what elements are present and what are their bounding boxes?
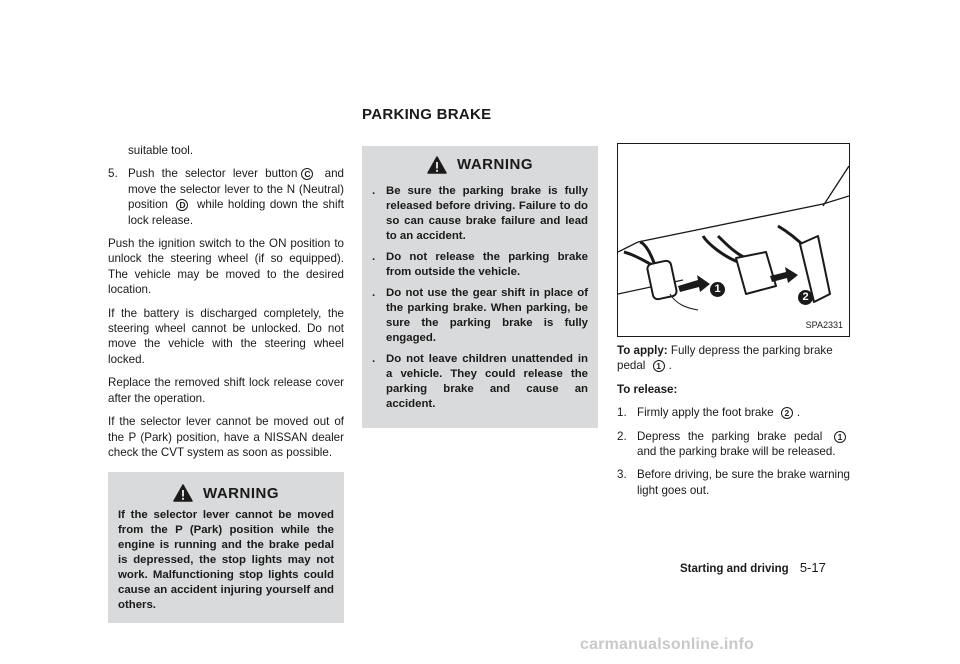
marker-d-icon: D — [176, 199, 188, 211]
paragraph: Replace the removed shift lock release cover after the operation. — [108, 376, 344, 405]
column-right — [617, 143, 850, 506]
step-text-part: . — [796, 406, 801, 420]
warning-item — [372, 184, 588, 244]
apply-text: Fully depress the parking brake pedal — [617, 344, 833, 373]
marker-c-icon: C — [301, 168, 313, 180]
step-text — [637, 405, 850, 420]
step-text-part: and the parking brake will be released. — [637, 445, 836, 459]
callout-2-icon: 2 — [798, 290, 813, 305]
step-text-part: and move the selector lever to the N (Neutral) position — [128, 167, 344, 212]
marker-1-icon: 1 — [653, 360, 665, 372]
warning-item-text: Do not use the gear shift in place of the parking brake. When parking, be sure the parking brake is fully engaged. — [386, 287, 588, 344]
warning-list — [372, 184, 588, 412]
warning-item — [372, 286, 588, 346]
warning-item-text: Do not release the parking brake from outside the vehicle. — [386, 251, 588, 278]
warning-triangle-icon — [427, 156, 447, 174]
warning-box — [362, 146, 598, 428]
step-text — [128, 166, 344, 228]
release-step-3 — [617, 467, 850, 498]
step-text-part: Depress the parking brake pedal — [637, 429, 823, 443]
figure-code: SPA2331 — [805, 319, 843, 330]
apply-label: To apply: — [617, 344, 668, 357]
bullet: . — [372, 251, 376, 263]
release-step-2 — [617, 429, 850, 460]
apply-end: . — [668, 359, 672, 373]
release-label: To release: — [617, 382, 678, 396]
column-middle — [362, 146, 598, 428]
callout-1-icon: 1 — [710, 282, 725, 297]
page-footer — [680, 560, 826, 575]
step-text — [637, 429, 850, 460]
step-5 — [108, 166, 344, 228]
step-text: Before driving, be sure the brake warning light goes out. — [637, 468, 850, 497]
parking-brake-figure — [617, 143, 850, 337]
bullet: . — [372, 353, 376, 365]
warning-label: WARNING — [203, 484, 279, 502]
pedals-illustration — [618, 144, 849, 336]
warning-label: WARNING — [457, 156, 533, 174]
warning-header — [118, 478, 334, 508]
step-number: 5. — [108, 167, 118, 181]
watermark: carmanualsonline.info — [580, 636, 755, 653]
step-number: 3. — [617, 468, 627, 482]
bullet: . — [372, 287, 376, 299]
column-left — [108, 143, 344, 623]
step-number: 2. — [617, 429, 627, 443]
apply-paragraph — [617, 343, 850, 374]
warning-item — [372, 352, 588, 412]
section-title: PARKING BRAKE — [362, 106, 492, 123]
marker-1-icon: 1 — [834, 431, 846, 443]
continued-text: suitable tool. — [128, 144, 194, 157]
page-number: 5-17 — [799, 560, 826, 575]
paragraph: If the battery is discharged completely, the steering wheel cannot be unlocked. Do not move the vehicle with the steering wheel locked. — [108, 306, 344, 366]
warning-item — [372, 250, 588, 280]
marker-2-icon: 2 — [781, 407, 793, 419]
release-step-1 — [617, 405, 850, 420]
warning-text: If the selector lever cannot be moved from the P (Park) position while the engine is running and the brake pedal is depressed, the stop lights may not work. Malfunctioning stop lights could cause an accident injuring yourself and others. — [118, 509, 334, 612]
step-text-part: Push the selector lever button — [128, 167, 298, 181]
paragraph: If the selector lever cannot be moved out of the P (Park) position, have a NISSAN dealer check the CVT system as soon as possible. — [108, 415, 344, 459]
bullet: . — [372, 185, 376, 197]
step-text-part: Firmly apply the foot brake — [637, 406, 774, 420]
warning-item-text: Be sure the parking brake is fully released before driving. Failure to do so can cause brake failure and lead to an accident. — [386, 185, 588, 242]
warning-item-text: Do not leave children unattended in a vehicle. They could release the parking brake and cause an accident. — [386, 353, 588, 410]
paragraph: Push the ignition switch to the ON position to unlock the steering wheel (if so equipped). The vehicle may be moved to the desired location. — [108, 237, 344, 297]
step-number: 1. — [617, 406, 627, 420]
warning-box — [108, 472, 344, 623]
footer-section: Starting and driving — [680, 563, 789, 575]
step-text-part: while holding down the shift lock release. — [128, 198, 344, 227]
warning-header — [372, 150, 588, 180]
warning-triangle-icon — [173, 484, 193, 502]
